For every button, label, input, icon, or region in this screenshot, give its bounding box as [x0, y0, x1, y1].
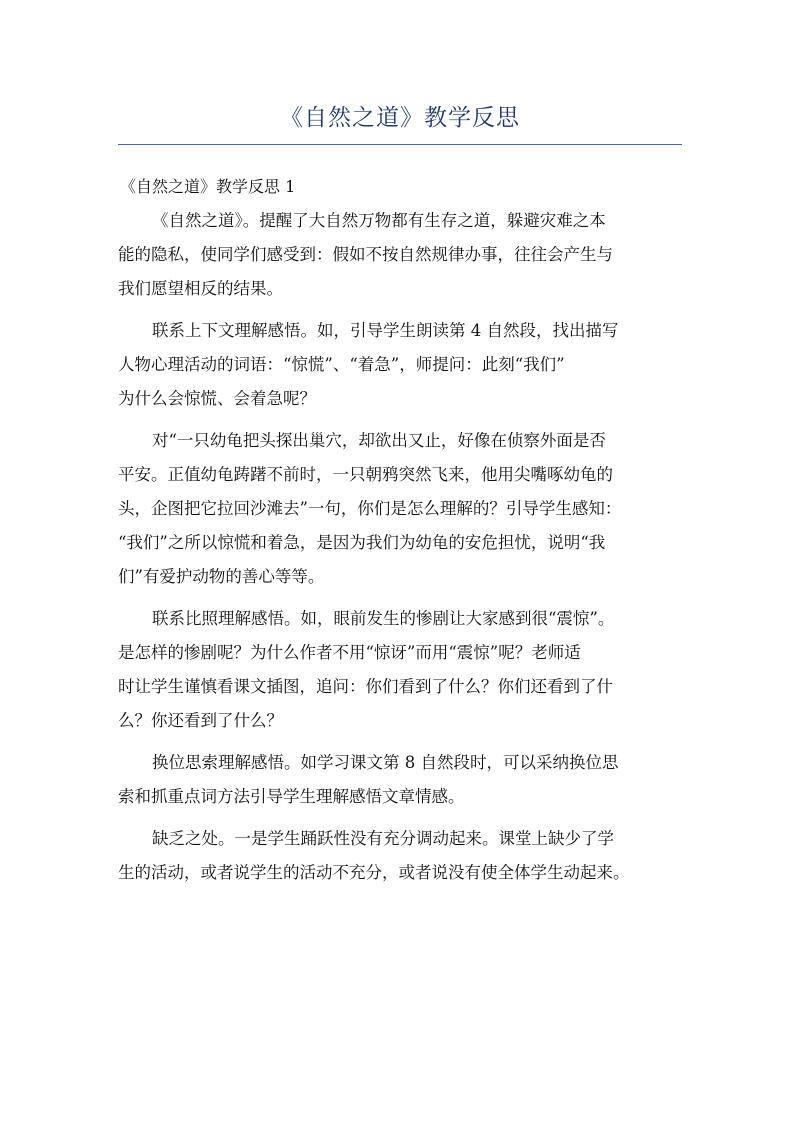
paragraph-line: 为什么会惊慌、会着急呢？ — [118, 389, 316, 408]
paragraph-line: “我们”之所以惊慌和着急，是因为我们为幼龟的安危担忧，说明“我 — [118, 533, 606, 552]
document-body — [118, 170, 688, 898]
paragraph-line: 对“一只幼龟把头探出巢穴，却欲出又止，好像在侦察外面是否 — [152, 431, 606, 450]
paragraph-line: 联系比照理解感悟。如，眼前发生的惨剧让大家感到很“震惊”。 — [152, 609, 615, 628]
paragraph — [118, 204, 688, 306]
paragraph-line: 联系上下文理解感悟。如，引导学生朗读第 4 自然段，找出描写 — [152, 321, 619, 340]
paragraph-line: 《自然之道》。提醒了大自然万物都有生存之道，躲避灾难之本 — [152, 211, 606, 230]
paragraph-line: 人物心理活动的词语：“惊慌”、“着急”，师提问：此刻“我们” — [118, 355, 565, 374]
paragraph — [118, 746, 688, 814]
page-title: 《自然之道》教学反思 — [280, 105, 520, 131]
paragraph — [118, 822, 688, 890]
paragraph-line: 我们愿望相反的结果。 — [118, 279, 283, 298]
paragraph-line: 么？你还看到了什么？ — [118, 711, 283, 730]
paragraph-line: 头，企图把它拉回沙滩去”一句，你们是怎么理解的？引导学生感知： — [118, 499, 622, 518]
title-divider — [118, 144, 682, 145]
paragraph-line: 换位思索理解感悟。如学习课文第 8 自然段时，可以采纳换位思 — [152, 753, 619, 772]
paragraph — [118, 314, 688, 416]
section-heading: 《自然之道》教学反思 1 — [120, 177, 296, 196]
paragraph-line: 索和抓重点词方法引导学生理解感悟文章情感。 — [118, 787, 465, 806]
paragraph — [118, 424, 688, 594]
paragraph-line: 是怎样的惨剧呢？为什么作者不用“惊讶”而用“震惊”呢？老师适 — [118, 643, 581, 662]
paragraph-line: 能的隐私，使同学们感受到：假如不按自然规律办事，往往会产生与 — [118, 245, 613, 264]
paragraph-line: 生的活动，或者说学生的活动不充分，或者说没有使全体学生动起来。 — [118, 863, 630, 882]
paragraph — [118, 602, 688, 738]
paragraph-line: 时让学生谨慎看课文插图，追问：你们看到了什么？你们还看到了什 — [118, 677, 613, 696]
paragraph-line: 平安。正值幼龟踌躇不前时，一只朝鸦突然飞来，他用尖嘴啄幼龟的 — [118, 465, 613, 484]
paragraph-line: 们”有爱护动物的善心等等。 — [118, 567, 325, 586]
paragraph-line: 缺乏之处。一是学生踊跃性没有充分调动起来。课堂上缺少了学 — [152, 829, 614, 848]
